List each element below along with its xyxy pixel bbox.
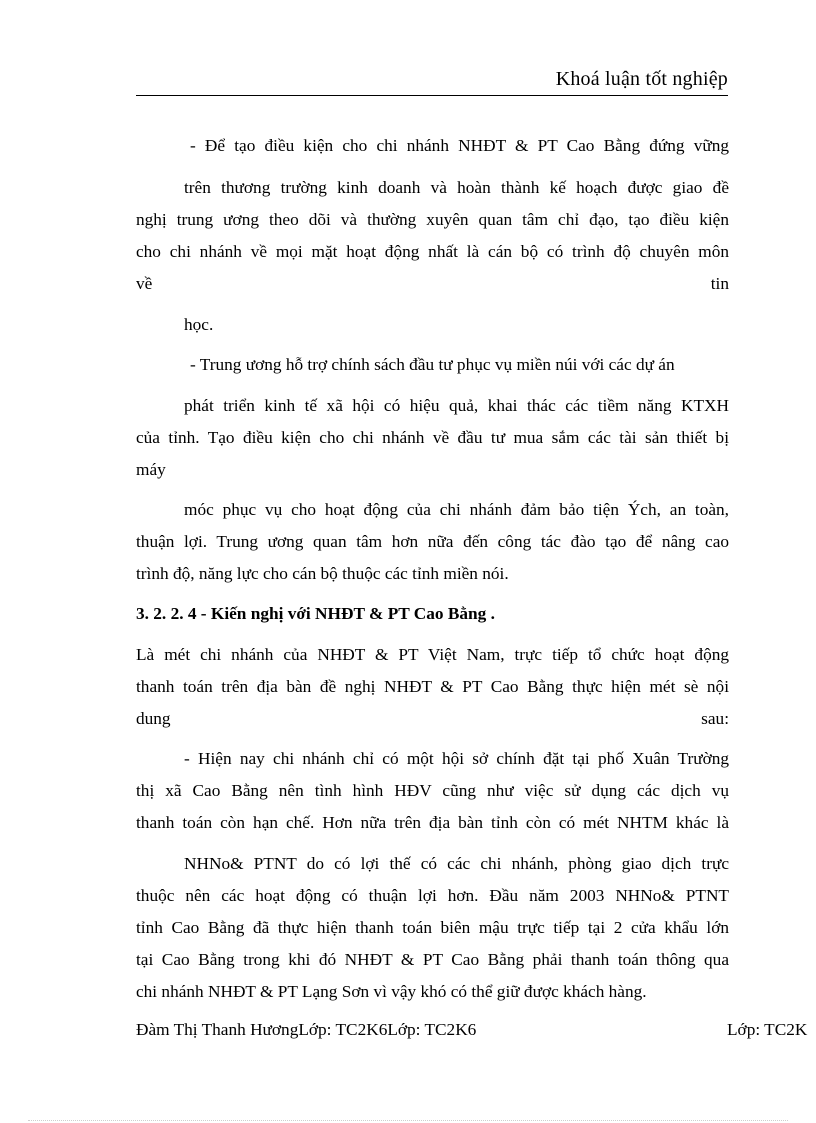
paragraph-line: thanh toán trên địa bàn đề nghị NHĐT & PT Cao Bằng thực hiện mét sè nội bbox=[136, 677, 729, 696]
paragraph-line: trên thương trường kinh doanh và hoàn thành kế hoạch được giao đề bbox=[184, 178, 729, 197]
paragraph-line: phát triển kinh tế xã hội có hiệu quả, khai thác các tiềm năng KTXH bbox=[184, 396, 729, 415]
paragraph-line: thanh toán còn hạn chế. Hơn nữa trên địa bàn tỉnh còn có mét NHTM khác là bbox=[136, 813, 729, 832]
paragraph-line: NHNo& PTNT do có lợi thế có các chi nhánh, phòng giao dịch trực bbox=[184, 854, 729, 873]
paragraph-line: tỉnh Cao Bằng đã thực hiện thanh toán biên mậu trực tiếp tại 2 cửa khẩu lớn bbox=[136, 918, 729, 937]
paragraph-line: - Trung ương hỗ trợ chính sách đầu tư phục vụ miền núi với các dự án bbox=[190, 355, 675, 374]
paragraph-line bbox=[136, 272, 729, 296]
paragraph-line: cho chi nhánh về mọi mặt hoạt động nhất là cán bộ có trình độ chuyên môn bbox=[136, 242, 729, 261]
section-heading: 3. 2. 2. 4 - Kiến nghị với NHĐT & PT Cao Bằng . bbox=[136, 604, 495, 623]
paragraph-line: thuộc nên các hoạt động có thuận lợi hơn. Đầu năm 2003 NHNo& PTNT bbox=[136, 886, 729, 905]
paragraph-line: của tỉnh. Tạo điều kiện cho chi nhánh về đầu tư mua sắm các tài sản thiết bị bbox=[136, 428, 729, 447]
paragraph-line: thị xã Cao Bằng nên tình hình HĐV cũng như việc sử dụng các dịch vụ bbox=[136, 781, 729, 800]
line-start-word: về bbox=[136, 274, 153, 293]
line-start-word: dung bbox=[136, 709, 171, 728]
paragraph-line bbox=[136, 707, 729, 731]
paragraph-line: học. bbox=[184, 315, 214, 334]
paragraph-line: Là mét chi nhánh của NHĐT & PT Việt Nam, trực tiếp tổ chức hoạt động bbox=[136, 645, 729, 664]
paragraph-line: chi nhánh NHĐT & PT Lạng Sơn vì vậy khó có thể giữ được khách hàng. bbox=[136, 982, 647, 1001]
paragraph-line: móc phục vụ cho hoạt động của chi nhánh đảm bảo tiện Ých, an toàn, bbox=[184, 500, 729, 519]
header-rule bbox=[136, 95, 728, 96]
paragraph-line: thuận lợi. Trung ương quan tâm hơn nữa đến công tác đào tạo để nâng cao bbox=[136, 532, 729, 551]
page-bottom-border bbox=[28, 1120, 788, 1121]
paragraph-line: tại Cao Bằng trong khi đó NHĐT & PT Cao Bằng phải thanh toán thông qua bbox=[136, 950, 729, 969]
paragraph-line: trình độ, năng lực cho cán bộ thuộc các tỉnh miền nói. bbox=[136, 564, 509, 583]
paragraph-line: nghị trung ương theo dõi và thường xuyên quan tâm chỉ đạo, tạo điều kiện bbox=[136, 210, 729, 229]
footer-author: Đàm Thị Thanh HươngLớp: TC2K6Lớp: TC2K6 bbox=[136, 1020, 477, 1039]
line-end-word: tin bbox=[710, 274, 729, 293]
paragraph-line: - Hiện nay chi nhánh chỉ có một hội sở chính đặt tại phố Xuân Trường bbox=[184, 749, 729, 768]
paragraph-line: - Để tạo điều kiện cho chi nhánh NHĐT & PT Cao Bằng đứng vững bbox=[190, 136, 729, 155]
header-title: Khoá luận tốt nghiệp bbox=[555, 68, 728, 90]
line-end-word: sau: bbox=[701, 709, 729, 728]
paragraph-line: máy bbox=[136, 460, 166, 479]
footer-class: Lớp: TC2K bbox=[727, 1020, 808, 1039]
